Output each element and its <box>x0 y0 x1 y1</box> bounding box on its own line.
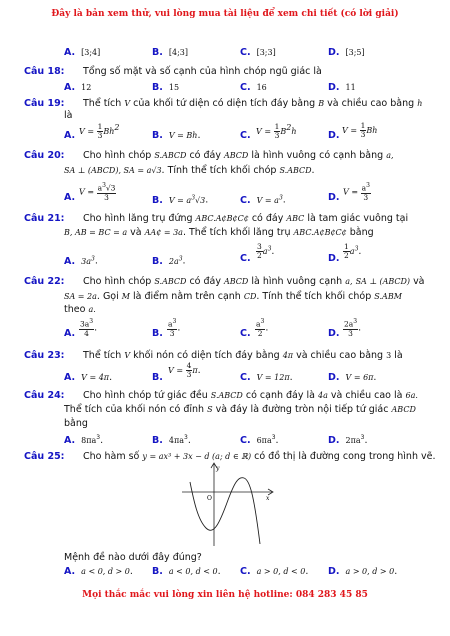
question-20-options: A. V = $\frac{a^3√3}{3}$ B. $V = a^3√3$. C. $V = a^3$. D. V = $\frac{a^3}{3}$ <box>64 182 370 206</box>
y-axis-label: y <box>216 465 220 472</box>
x-axis-label: x <box>266 495 270 502</box>
cubic-curve <box>190 478 260 544</box>
question-23-options: A. V = 4π. B. V = $\frac{4}{3}$ π. C. V = 12π. D. V = 6π. <box>64 361 377 383</box>
function-graph <box>180 462 275 547</box>
question-19-options: A. V = $\frac{1}{3}$ Bh$^2$ B. V = Bh. C. V = $\frac{1}{3}$ $B^2h$ D. V = $\frac{1}{3}$ Bh <box>64 121 378 141</box>
origin-label: O <box>207 495 212 502</box>
graph-axes <box>182 463 273 546</box>
question-21-options: A. $3a^3$. B. $2a^3$. C. $\frac{3}{2}$ $a^3$. D. $\frac{1}{2}$ $a^3$. <box>64 242 362 267</box>
preview-banner: Đây là bản xem thử, vui lòng mua tài liệu để xem chi tiết (có lời giải) <box>51 9 399 19</box>
question-22-options: A. $\frac{3a^3}{4}$ . B. $\frac{a^3}{3}$ . C. $\frac{a^3}{2}$ . D. $\frac{2a^3}{3}$ . <box>64 318 362 339</box>
hotline-banner: Mọi thắc mắc vui lòng xin liên hệ hotline: 084 283 45 85 <box>82 590 368 600</box>
